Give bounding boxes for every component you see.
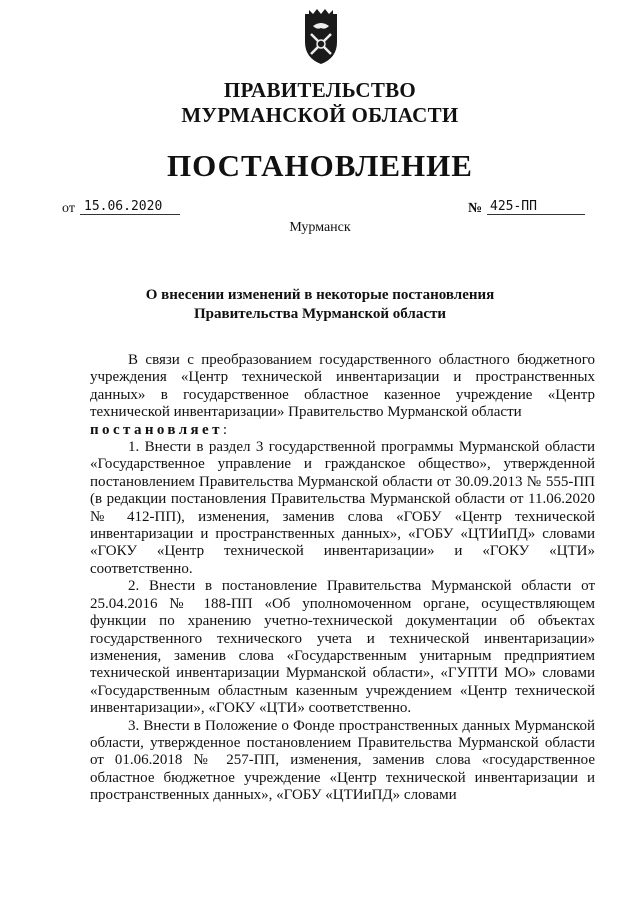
- document-number: 425-ПП: [487, 199, 585, 215]
- decrees-word: постановляет: [90, 421, 223, 438]
- item-2-paragraph: 2. Внести в постановление Правительства Мурманской области от 25.04.2016 № 188-ПП «Об уполномоченном органе, осуществляющем функции по хранению учетно-технической документации об объектах государственного технического учета и технической инвентаризации» изменения, заменив слова «Государственным унитарным предприятием технической инвентаризации Мурманской области», «ГУПТИ МО» словами «Государственным областным казенным учреждением «Центр технической инвентаризации», «ГОКУ «ЦТИ» соответственно.: [90, 578, 595, 717]
- decrees-line: [90, 422, 595, 439]
- document-subject: [0, 286, 640, 324]
- item-1-paragraph: 1. Внести в раздел 3 государственной программы Мурманской области «Государственное управление и гражданское общество», утвержденной постановлением Правительства Мурманской области от 30.09.2013 № 555-ПП (в редакции постановления Правительства Мурманской области от 11.06.2020 № 412-ПП), изменения, заменив слова «ГОБУ «Центр технической инвентаризации и пространственных данных», «ГОБУ «ЦТИиПД» словами «ГОКУ «Центр технической инвентаризации» и «ГОКУ «ЦТИ» соответственно.: [90, 439, 595, 577]
- item-3-paragraph: 3. Внести в Положение о Фонде пространственных данных Мурманской области, утвержденное постановлением Правительства Мурманской области от 01.06.2018 № 257-ПП, изменения, заменив слова «государственное областное бюджетное учреждение «Центр технической инвентаризации и пространственных данных», «ГОБУ «ЦТИиПД» словами: [90, 717, 595, 804]
- document-date: 15.06.2020: [80, 199, 180, 215]
- city: Мурманск: [289, 220, 351, 235]
- subject-line1: О внесении изменений в некоторые постановления: [145, 287, 495, 303]
- document-type: ПОСТАНОВЛЕНИЕ: [167, 148, 473, 183]
- subject-line2: Правительства Мурманской области: [193, 306, 447, 322]
- decrees-colon: :: [222, 421, 228, 438]
- date-label: от: [62, 201, 75, 216]
- government-title-line2: МУРМАНСКОЙ ОБЛАСТИ: [181, 103, 459, 127]
- number-label: №: [468, 201, 483, 216]
- coat-of-arms-icon: [299, 8, 343, 66]
- document-body: [90, 352, 595, 805]
- government-title: [0, 78, 640, 128]
- intro-paragraph: В связи с преобразованием государственного областного бюджетного учреждения «Центр технической инвентаризации и пространственных данных» в государственное областное казенное учреждение «Центр технической инвентаризации» Правительство Мурманской области: [90, 352, 595, 421]
- government-title-line1: ПРАВИТЕЛЬСТВО: [223, 78, 417, 102]
